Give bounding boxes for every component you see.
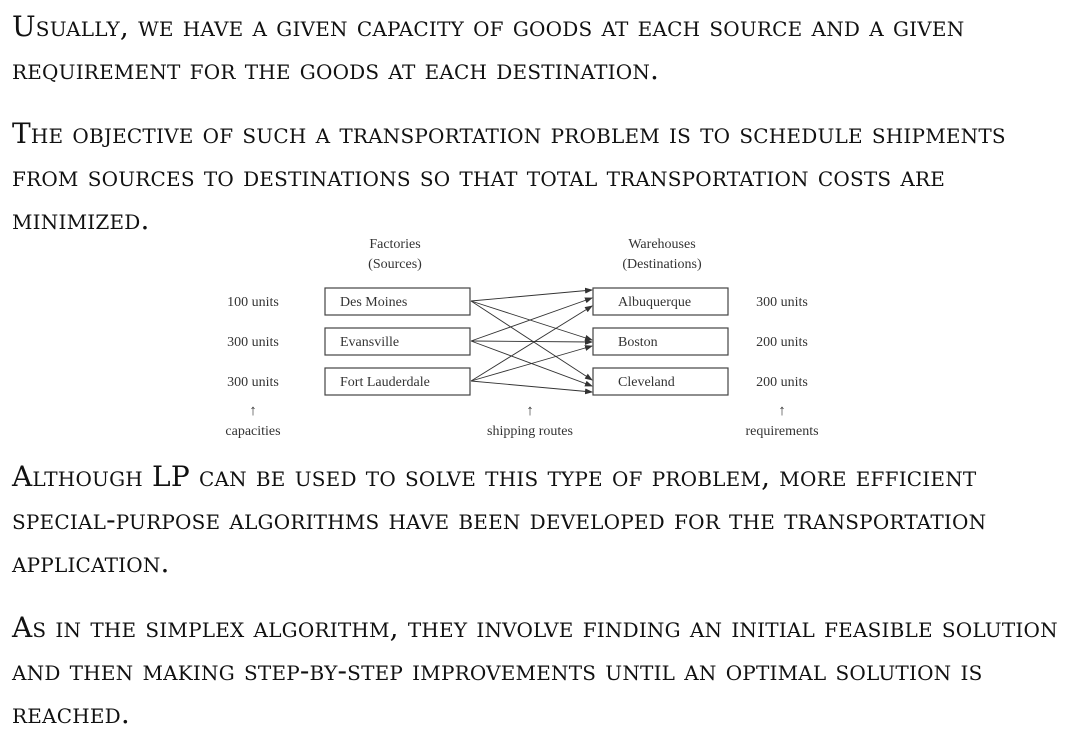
shipping-routes [471,290,592,392]
sources-heading: Factories [369,237,421,252]
capacities-arrow-icon: ↑ [249,403,257,419]
route-des-moines-albuquerque [471,290,592,301]
source-fort-lauderdale: Fort Lauderdale [340,375,430,390]
paragraph-2: The objective of such a transportation problem is to schedule shipments from sources to destinations so that total transportation costs are minimized. [12,117,1006,236]
sources-subheading: (Sources) [368,257,422,272]
route-des-moines-cleveland [471,301,592,380]
route-fort-lauderdale-cleveland [471,381,592,392]
destination-albuquerque: Albuquerque [618,295,692,310]
route-fort-lauderdale-albuquerque [471,306,592,381]
destination-boston: Boston [618,335,658,350]
route-evansville-boston [471,341,592,342]
transportation-diagram [205,230,845,445]
capacity-des-moines: 100 units [227,295,279,310]
destinations-subheading: (Destinations) [622,257,702,272]
capacities-label: capacities [225,424,281,439]
routes-arrow-icon: ↑ [526,403,534,419]
destination-box-boston [593,328,728,355]
source-evansville: Evansville [340,335,400,350]
capacity-fort-lauderdale: 300 units [227,375,279,390]
route-fort-lauderdale-boston [471,346,592,381]
requirement-albuquerque: 300 units [756,295,808,310]
paragraph-3: Although LP can be used to solve this type of problem, more efficient special-purpose algorithms have been developed for the transportation application. [12,460,987,579]
paragraph-4: As in the simplex algorithm, they involve finding an initial feasible solution and then making step-by-step improvements until an optimal solution is reached. [12,611,1058,730]
requirement-boston: 200 units [756,335,808,350]
routes-label: shipping routes [487,424,573,439]
requirements-arrow-icon: ↑ [778,403,786,419]
paragraph-1: Usually, we have a given capacity of goods at each source and a given requirement for the goods at each destination. [12,10,965,86]
destinations-heading: Warehouses [628,237,696,252]
requirements-label: requirements [745,424,819,439]
source-des-moines: Des Moines [340,295,408,310]
requirement-cleveland: 200 units [756,375,808,390]
destination-cleveland: Cleveland [618,375,675,390]
capacity-evansville: 300 units [227,335,279,350]
